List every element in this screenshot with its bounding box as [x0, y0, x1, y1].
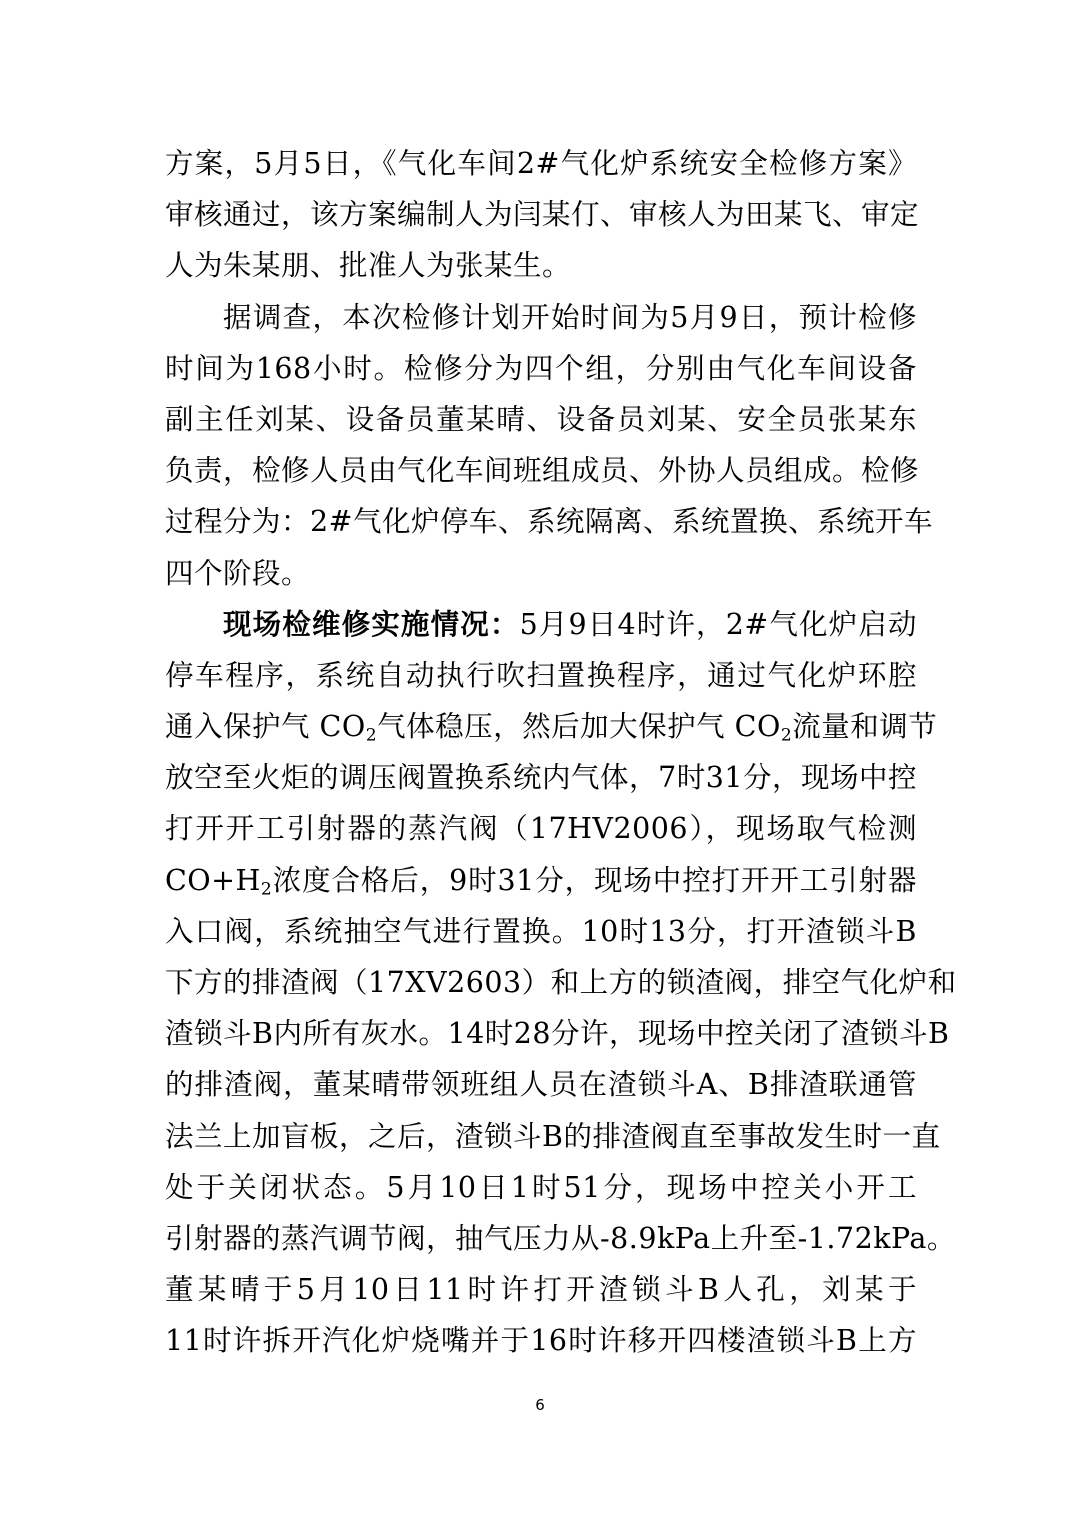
text-run: 5月9日4时许，2#气化炉启动	[519, 607, 917, 641]
text-line: 过程分为：2#气化炉停车、系统隔离、系统置换、系统开车	[165, 505, 934, 539]
text-line: 11时许拆开汽化炉烧嘴并于16时许移开四楼渣锁斗B上方	[165, 1324, 917, 1358]
text-line: 的排渣阀，董某晴带领班组人员在渣锁斗A、B排渣联通管	[165, 1068, 917, 1102]
text-line: 入口阀，系统抽空气进行置换。10时13分，打开渣锁斗B	[165, 914, 917, 948]
text-line: 负责，检修人员由气化车间班组成员、外协人员组成。检修	[165, 454, 920, 488]
text-line: 方案，5月5日，《气化车间2#气化炉系统安全检修方案》	[165, 147, 917, 180]
subscript: 2	[260, 878, 273, 899]
text-line: 下方的排渣阀（17XV2603）和上方的锁渣阀，排空气化炉和	[165, 966, 957, 999]
text-line: 打开开工引射器的蒸汽阀（17HV2006），现场取气检测	[165, 812, 917, 846]
text-run: 气体稳压，然后加大保护气 CO	[377, 710, 781, 744]
text-run: CO+H	[165, 863, 261, 897]
text-line: 副主任刘某、设备员董某晴、设备员刘某、安全员张某东	[165, 402, 917, 436]
text-line: 审核通过，该方案编制人为闫某仃、审核人为田某飞、审定	[165, 198, 920, 232]
text-line: 放空至火炬的调压阀置换系统内气体，7时31分，现场中控	[165, 761, 917, 795]
text-line	[165, 701, 938, 752]
page-number: 6	[535, 1396, 545, 1414]
text-line: 据调查，本次检修计划开始时间为5月9日，预计检修	[223, 300, 917, 334]
text-line	[165, 855, 917, 906]
text-line: 时间为168小时。检修分为四个组，分别由气化车间设备	[165, 351, 917, 385]
text-line: 人为朱某朋、批准人为张某生。	[165, 249, 572, 283]
text-line: 引射器的蒸汽调节阀，抽气压力从-8.9kPa上升至-1.72kPa。	[165, 1221, 956, 1255]
text-line: 董某晴于5月10日11时许打开渣锁斗B人孔，刘某于	[165, 1273, 917, 1307]
text-line: 处于关闭状态。5月10日1时51分，现场中控关小开工	[165, 1170, 918, 1204]
text-run: 浓度合格后，9时31分，现场中控打开开工引射器	[272, 863, 917, 897]
text-line: 四个阶段。	[165, 556, 311, 590]
text-line	[165, 599, 917, 650]
text-run: 流量和调节	[792, 710, 938, 744]
text-line: 停车程序，系统自动执行吹扫置换程序，通过气化炉环腔	[165, 658, 917, 692]
text-run: 通入保护气 CO	[165, 710, 366, 744]
text-line: 渣锁斗B内所有灰水。14时28分许，现场中控关闭了渣锁斗B	[165, 1017, 950, 1051]
subscript: 2	[365, 725, 378, 746]
body-text	[165, 138, 957, 1367]
text-line: 法兰上加盲板，之后，渣锁斗B的排渣阀直至事故发生时一直	[165, 1119, 941, 1153]
section-heading: 现场检维修实施情况：	[223, 606, 520, 641]
subscript: 2	[780, 725, 793, 746]
